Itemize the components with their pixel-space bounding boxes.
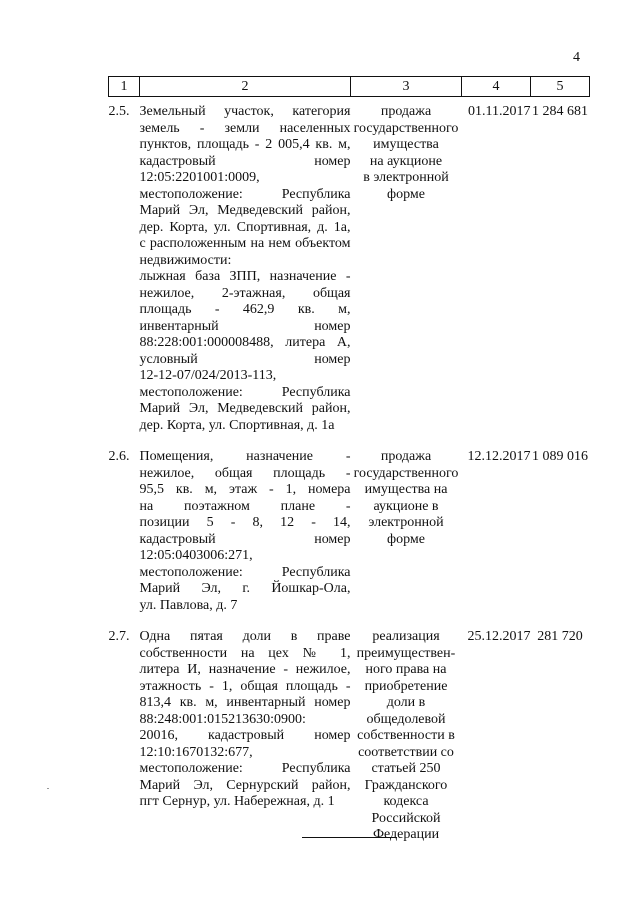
description-line: 95,5 кв. м, этаж - 1, номера bbox=[139, 482, 351, 497]
method-line: форме bbox=[387, 186, 425, 202]
method-line: Гражданского bbox=[364, 777, 448, 793]
method-line: имущества на bbox=[364, 482, 448, 497]
description-line: Помещения, назначение - bbox=[139, 449, 351, 464]
description-line: местоположение: Республика bbox=[139, 384, 351, 400]
description-line: условный номер bbox=[139, 351, 351, 367]
table-row bbox=[109, 434, 590, 614]
sale-amount: 1 284 681 bbox=[532, 104, 588, 119]
description-line: ул. Павлова, д. 7 bbox=[139, 597, 238, 613]
property-description bbox=[140, 434, 351, 614]
description-line: земель - земли населенных bbox=[139, 120, 351, 136]
sale-date: 12.12.2017 bbox=[467, 449, 531, 464]
description-line: Марий Эл, г. Йошкар-Ола, bbox=[139, 581, 351, 596]
description-line: Земельный участок, категория bbox=[139, 104, 351, 119]
description-line: кадастровый номер bbox=[139, 531, 351, 547]
method-line: Российской bbox=[371, 810, 441, 826]
method-line: статьей 250 bbox=[371, 761, 441, 776]
description-line: местоположение: Республика bbox=[139, 761, 351, 776]
method-line: преимуществен- bbox=[356, 645, 456, 661]
row-number: 2.6. bbox=[108, 449, 130, 464]
method-line: Федерации bbox=[372, 827, 440, 842]
table-row bbox=[109, 97, 590, 435]
description-line: нежилое, 2-этажная, общая bbox=[139, 285, 351, 301]
method-line: государственного bbox=[353, 465, 459, 481]
description-line: на поэтажном плане - bbox=[139, 498, 351, 514]
method-line: доли в bbox=[386, 695, 426, 710]
row-number: 2.7. bbox=[108, 629, 130, 644]
method-line: ного права на bbox=[365, 662, 447, 677]
page-number: 4 bbox=[573, 50, 580, 65]
description-line: пгт Сернур, ул. Набережная, д. 1 bbox=[139, 794, 335, 809]
description-line: дер. Корта, ул. Спортивная, д. 1а, bbox=[139, 219, 351, 235]
description-line: площадь - 462,9 кв. м, bbox=[139, 302, 351, 317]
method-line: государственного bbox=[353, 120, 459, 136]
method-line: электронной bbox=[368, 515, 444, 530]
description-line: инвентарный номер bbox=[139, 318, 351, 334]
description-line: Марий Эл, Медведевский район, bbox=[139, 203, 351, 218]
description-line: собственности на цех № 1, bbox=[139, 645, 351, 661]
property-table bbox=[108, 76, 590, 844]
method-line: аукционе в bbox=[373, 498, 439, 514]
sale-amount: 1 089 016 bbox=[532, 449, 588, 464]
description-line: лыжная база ЗПП, назначение - bbox=[139, 269, 351, 284]
description-line: местоположение: Республика bbox=[139, 564, 351, 580]
sale-method bbox=[351, 97, 462, 435]
sale-date: 25.12.2017 bbox=[467, 629, 531, 644]
description-line: 20016, кадастровый номер bbox=[139, 728, 351, 743]
description-line: с расположенным на нем объектом bbox=[139, 236, 351, 251]
description-line: литера И, назначение - нежилое, bbox=[139, 662, 351, 677]
method-line: имущества bbox=[373, 137, 439, 152]
row-number: 2.5. bbox=[108, 104, 130, 119]
method-line: продажа bbox=[380, 449, 432, 464]
margin-mark bbox=[47, 788, 49, 789]
method-line: общедолевой bbox=[366, 711, 446, 727]
description-line: нежилое, общая площадь - bbox=[139, 465, 351, 481]
description-line: этажность - 1, общая площадь - bbox=[139, 678, 351, 694]
sale-date: 01.11.2017 bbox=[468, 104, 531, 119]
bottom-divider bbox=[302, 837, 397, 838]
method-line: на аукционе bbox=[369, 153, 443, 169]
method-line: форме bbox=[387, 531, 425, 547]
description-line: Марий Эл, Медведевский район, bbox=[139, 401, 351, 416]
method-line: соответствии со bbox=[358, 744, 454, 760]
table-row bbox=[109, 614, 590, 844]
description-line: позиции 5 - 8, 12 - 14, bbox=[139, 515, 351, 530]
description-line: 12:05:2201001:0009, bbox=[139, 170, 260, 185]
description-line: кадастровый номер bbox=[139, 153, 351, 169]
description-line: 88:228:001:000008488, литера А, bbox=[139, 335, 351, 350]
method-line: продажа bbox=[380, 104, 432, 119]
description-line: 88:248:001:015213630:0900: bbox=[139, 711, 306, 727]
method-line: приобретение bbox=[364, 678, 448, 694]
property-description bbox=[140, 614, 351, 844]
description-line: дер. Корта, ул. Спортивная, д. 1а bbox=[139, 417, 335, 433]
description-line: недвижимости: bbox=[139, 252, 232, 268]
property-description bbox=[140, 97, 351, 435]
column-header-4: 4 bbox=[462, 77, 531, 97]
method-line: в электронной bbox=[363, 170, 449, 185]
description-line: 12:10:1670132:677, bbox=[139, 744, 253, 760]
description-line: 12:05:0403006:271, bbox=[139, 548, 253, 563]
sale-method bbox=[351, 434, 462, 614]
method-line: кодекса bbox=[383, 794, 429, 809]
column-header-2: 2 bbox=[140, 77, 351, 97]
description-line: 813,4 кв. м, инвентарный номер bbox=[139, 695, 351, 710]
method-line: реализация bbox=[372, 629, 440, 644]
description-line: пунктов, площадь - 2 005,4 кв. м, bbox=[139, 137, 351, 152]
method-line: собственности в bbox=[357, 728, 455, 743]
description-line: Марий Эл, Сернурский район, bbox=[139, 777, 351, 793]
column-header-1: 1 bbox=[109, 77, 140, 97]
sale-method bbox=[351, 614, 462, 844]
description-line: местоположение: Республика bbox=[139, 186, 351, 202]
column-header-3: 3 bbox=[351, 77, 462, 97]
description-line: 12-12-07/024/2013-113, bbox=[139, 368, 277, 383]
header-row bbox=[109, 77, 590, 97]
sale-amount: 281 720 bbox=[537, 629, 583, 644]
description-line: Одна пятая доли в праве bbox=[139, 629, 351, 644]
column-header-5: 5 bbox=[531, 77, 590, 97]
